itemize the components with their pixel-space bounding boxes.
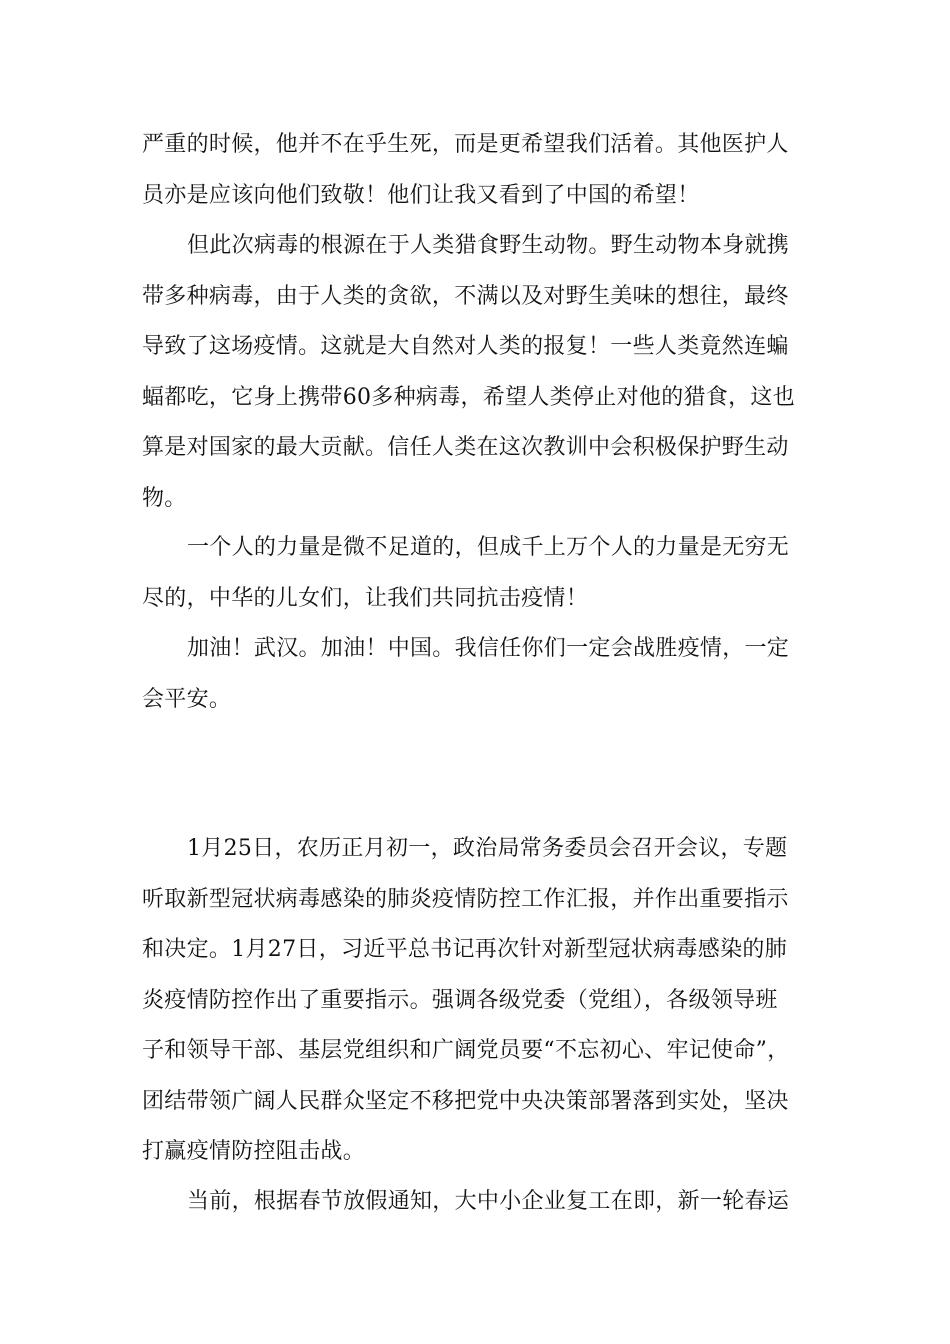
paragraph-4: 加油！武汉。加油！中国。我信任你们一定会战胜疫情，一定 会平安。: [142, 636, 790, 712]
paragraph-6: 当前，根据春节放假通知，大中小企业复工在即，新一轮春运: [187, 1189, 790, 1214]
paragraph-3: 一个人的力量是微不足道的，但成千上万个人的力量是无穷无 尽的，中华的儿女们，让我们共同抗击疫情！: [142, 535, 790, 611]
paragraph-5: 1月25日，农历正月初一，政治局常务委员会召开会议，专题 听取新型冠状病毒感染的肺炎疫情防控工作汇报，并作出重要指示 和决定。1月27日，习近平总书记再次针对新型冠状病毒感染的肺 炎疫情防控作出了重要指示。强调各级党委（党组），各级领导班 子和领导干部、基层党组织和广阔党员要“不忘初心、牢记使命”， 团结带领广阔人民群众坚定不移把党中央决策部署落到实处，坚决 打赢疫情防控阻击战。: [142, 836, 790, 1164]
paragraph-2: 但此次病毒的根源在于人类猎食野生动物。野生动物本身就携 带多种病毒，由于人类的贪欲，不满以及对野生美味的想往，最终 导致了这场疫情。这就是大自然对人类的报复！一些人类竟然连蝙 蝠都吃，它身上携带60多种病毒，希望人类停止对他的猎食，这也 算是对国家的最大贡献。信任人类在这次教训中会积极保护野生动 物。: [142, 233, 795, 511]
paragraph-1: 严重的时候，他并不在乎生死，而是更希望我们活着。其他医护人 员亦是应该向他们致敬！他们让我又看到了中国的希望！: [142, 132, 789, 208]
